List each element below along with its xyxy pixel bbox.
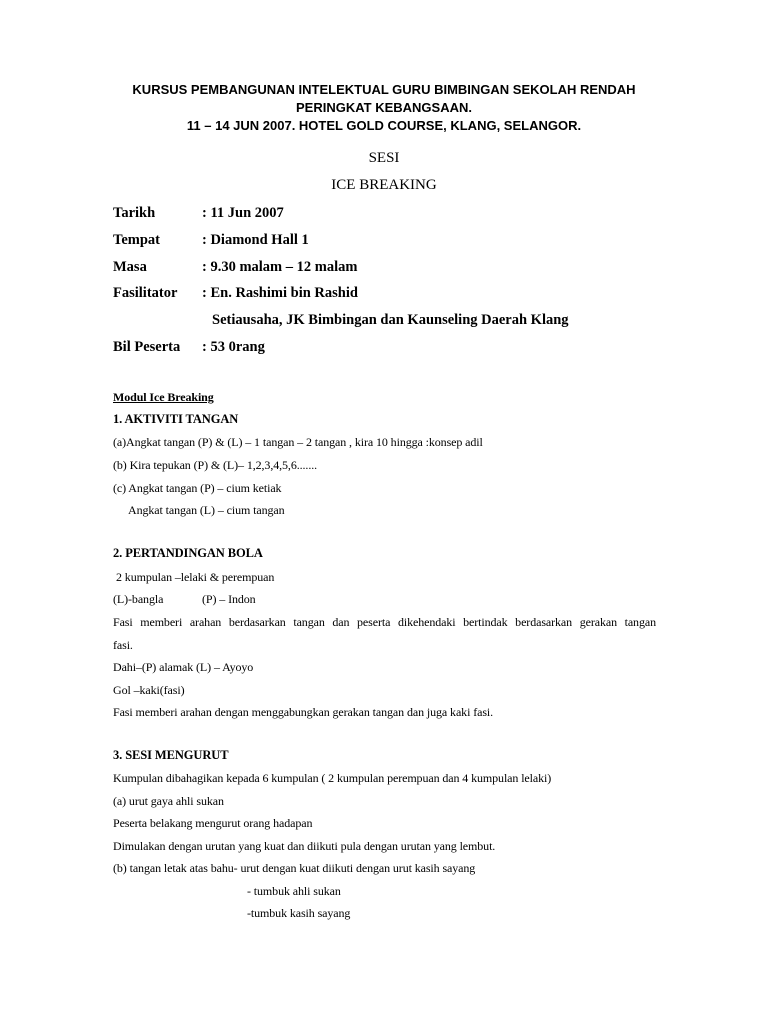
section3-line-2: (a) urut gaya ahli sukan (113, 794, 224, 808)
section2-line-1: 2 kumpulan –lelaki & perempuan (116, 570, 275, 584)
header-line-3: 11 – 14 JUN 2007. HOTEL GOLD COURSE, KLANG, SELANGOR. (186, 118, 582, 133)
section3-line-6: - tumbuk ahli sukan (247, 884, 341, 898)
header-line-1: KURSUS PEMBANGUNAN INTELEKTUAL GURU BIMBINGAN SEKOLAH RENDAH (132, 82, 636, 97)
section1-line-b: (b) Kira tepukan (P) & (L)– 1,2,3,4,5,6....... (113, 458, 318, 472)
section2-line-5: Gol –kaki(fasi) (113, 683, 185, 697)
fasilitator-label: Fasilitator (113, 285, 178, 301)
section2-line-6: Fasi memberi arahan dengan menggabungkan gerakan tangan dan juga kaki fasi. (113, 705, 494, 719)
header-line-2: PERINGKAT KEBANGSAAN. (296, 100, 472, 115)
section3-line-5: (b) tangan letak atas bahu- urut dengan kuat diikuti dengan urut kasih sayang (113, 861, 476, 875)
peserta-value: : 53 0rang (202, 339, 265, 355)
fasilitator-role: Setiausaha, JK Bimbingan dan Kaunseling Daerah Klang (212, 312, 569, 328)
section1-line-c2: Angkat tangan (L) – cium tangan (128, 503, 285, 517)
module-title: Modul Ice Breaking (113, 390, 214, 404)
tarikh-value: : 11 Jun 2007 (202, 205, 284, 221)
masa-value: : 9.30 malam – 12 malam (202, 259, 358, 275)
section3-heading: 3. SESI MENGURUT (113, 748, 229, 762)
section2-line-3b: fasi. (113, 638, 133, 652)
section2-line-3a: Fasi memberi arahan berdasarkan tangan dan peserta dikehendaki bertindak berdasarkan gerakan tangan (113, 615, 656, 629)
tempat-value: : Diamond Hall 1 (202, 232, 309, 248)
section1-line-a: (a)Angkat tangan (P) & (L) – 1 tangan – 2 tangan , kira 10 hingga :konsep adil (113, 435, 483, 449)
section3-line-7: -tumbuk kasih sayang (247, 906, 351, 920)
peserta-label: Bil Peserta (113, 339, 181, 355)
fasilitator-value: : En. Rashimi bin Rashid (202, 285, 358, 301)
session-label: SESI (368, 150, 400, 166)
section3-line-4: Dimulakan dengan urutan yang kuat dan diikuti pula dengan urutan yang lembut. (113, 839, 496, 853)
section1-line-c: (c) Angkat tangan (P) – cium ketiak (113, 481, 282, 495)
section3-line-3: Peserta belakang mengurut orang hadapan (113, 816, 313, 830)
tarikh-label: Tarikh (113, 205, 156, 221)
section1-heading: 1. AKTIVITI TANGAN (113, 412, 239, 426)
section2-heading: 2. PERTANDINGAN BOLA (113, 546, 263, 560)
session-name: ICE BREAKING (331, 177, 437, 193)
section2-line-2-right: (P) – Indon (202, 592, 256, 606)
section2-line-2-left: (L)-bangla (113, 592, 164, 606)
section3-line-1: Kumpulan dibahagikan kepada 6 kumpulan ( 2 kumpulan perempuan dan 4 kumpulan lelaki) (113, 771, 552, 785)
tempat-label: Tempat (113, 232, 160, 248)
masa-label: Masa (113, 259, 147, 275)
section2-line-4: Dahi–(P) alamak (L) – Ayoyo (113, 660, 254, 674)
